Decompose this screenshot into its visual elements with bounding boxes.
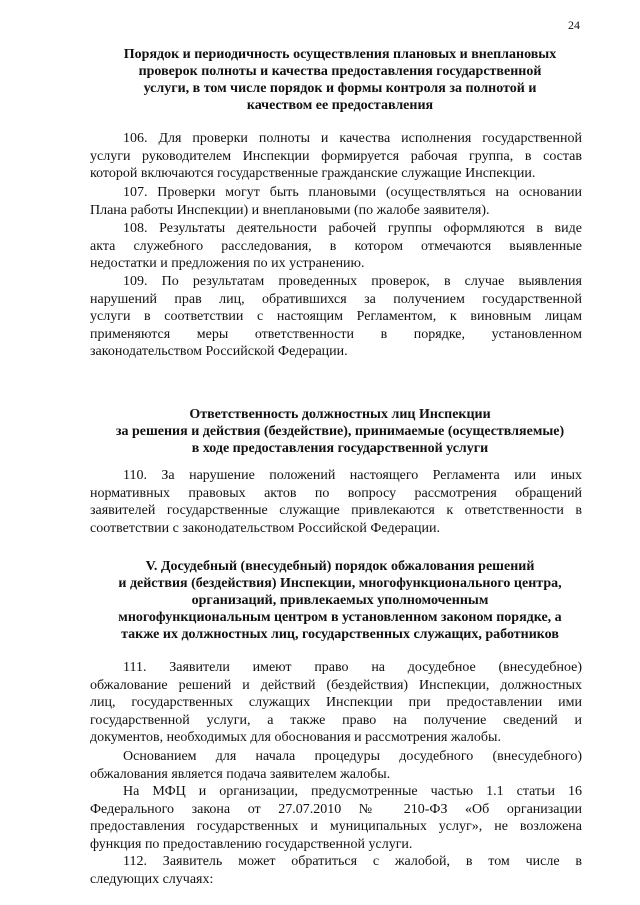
text-line: услуги руководителем Инспекции формируется рабочая группа, в состав bbox=[90, 148, 582, 164]
text-line: 106. Для проверки полноты и качества исполнения государственной bbox=[123, 131, 582, 146]
paragraph-108 bbox=[90, 220, 582, 273]
paragraph-111 bbox=[90, 659, 582, 747]
text-line: применяются меры ответственности в порядке, установленном bbox=[90, 326, 582, 342]
text-line: государственной услуги, а также право на получение сведений и bbox=[90, 712, 582, 728]
text-line: документов, необходимых для обоснования и рассмотрения жалобы. bbox=[90, 730, 501, 745]
heading-line: проверок полноты и качества предоставления государственной bbox=[138, 64, 542, 79]
text-line: соответствии с законодательством Российской Федерации. bbox=[90, 520, 440, 536]
text-line: На МФЦ и организации, предусмотренные частью 1.1 статьи 16 bbox=[123, 784, 582, 799]
section-heading-control bbox=[90, 46, 590, 114]
heading-line: также их должностных лиц, государственных служащих, работников bbox=[121, 627, 559, 642]
paragraph-109 bbox=[90, 273, 582, 361]
text-line: нарушений прав лиц, обратившихся за получением государственной bbox=[90, 291, 582, 307]
text-line: Основанием для начала процедуры досудебного (внесудебного) bbox=[123, 749, 582, 764]
heading-line: Порядок и периодичность осуществления плановых и внеплановых bbox=[123, 47, 557, 62]
section-heading-appeal bbox=[90, 558, 590, 643]
paragraph-mfc bbox=[90, 783, 582, 853]
heading-line: многофункциональным центром в установленном законом порядке, а bbox=[118, 610, 562, 625]
text-line: 107. Проверки могут быть плановыми (осуществляться на основании bbox=[123, 185, 582, 200]
heading-line: в ходе предоставления государственной услуги bbox=[191, 441, 489, 456]
text-line: 110. За нарушение положений настоящего Регламента или иных bbox=[123, 468, 582, 483]
text-line: недостатки и предложения по их устранению. bbox=[90, 256, 365, 271]
heading-line: и действия (бездействия) Инспекции, многофункционального центра, bbox=[118, 576, 562, 591]
text-line: 109. По результатам проведенных проверок, в случае выявления bbox=[123, 274, 582, 289]
paragraph-110 bbox=[90, 467, 582, 537]
text-line: функция по предоставлению государственной услуги. bbox=[90, 836, 413, 852]
text-line: следующих случаях: bbox=[90, 871, 214, 887]
text-line: 111. Заявители имеют право на досудебное (внесудебное) bbox=[123, 660, 582, 675]
text-line: 108. Результаты деятельности рабочей группы оформляются в виде bbox=[123, 221, 582, 236]
text-line: Плана работы Инспекции) и внеплановыми (по жалобе заявителя). bbox=[90, 202, 490, 218]
heading-line: качеством ее предоставления bbox=[246, 98, 434, 113]
heading-line: V. Досудебный (внесудебный) порядок обжалования решений bbox=[145, 559, 535, 574]
text-line: услуги в соответствии с настоящим Регламентом, к виновным лицам bbox=[90, 309, 582, 324]
heading-line: за решения и действия (бездействие), принимаемые (осуществляемые) bbox=[115, 424, 565, 439]
paragraph-106 bbox=[90, 130, 582, 183]
paragraph-appeal-basis bbox=[90, 748, 582, 783]
text-line: нормативных правовых актов по вопросу рассмотрения обращений bbox=[90, 485, 582, 501]
text-line: обжалование решений и действий (бездействия) Инспекции, должностных bbox=[90, 677, 582, 693]
text-line: 112. Заявитель может обратиться с жалобой, в том числе в bbox=[123, 854, 582, 869]
text-line: законодательством Российской Федерации. bbox=[90, 344, 348, 359]
page-number: 24 bbox=[568, 18, 580, 32]
paragraph-107 bbox=[90, 184, 582, 219]
text-line: обжалования является подача заявителем жалобы. bbox=[90, 766, 391, 782]
text-line: Федерального закона от 27.07.2010 № 210-ФЗ «Об организации bbox=[90, 801, 582, 817]
heading-line: Ответственность должностных лиц Инспекции bbox=[189, 407, 491, 422]
section-heading-responsibility bbox=[90, 406, 590, 457]
text-line: заявителей государственные служащие привлекаются к ответственности в bbox=[90, 503, 582, 518]
paragraph-112 bbox=[90, 853, 582, 888]
heading-line: услуги, в том числе порядок и формы контроля за полнотой и bbox=[143, 81, 537, 96]
text-line: лиц, государственных служащих Инспекции при предоставлении ими bbox=[90, 695, 582, 710]
heading-line: организаций, привлекаемых уполномоченным bbox=[191, 593, 489, 608]
text-line: предоставления государственных и муниципальных услуг», не возложена bbox=[90, 819, 582, 834]
text-line: акта служебного расследования, в котором отмечаются выявленные bbox=[90, 238, 582, 254]
text-line: которой включаются государственные гражданские служащие Инспекции. bbox=[90, 166, 536, 181]
